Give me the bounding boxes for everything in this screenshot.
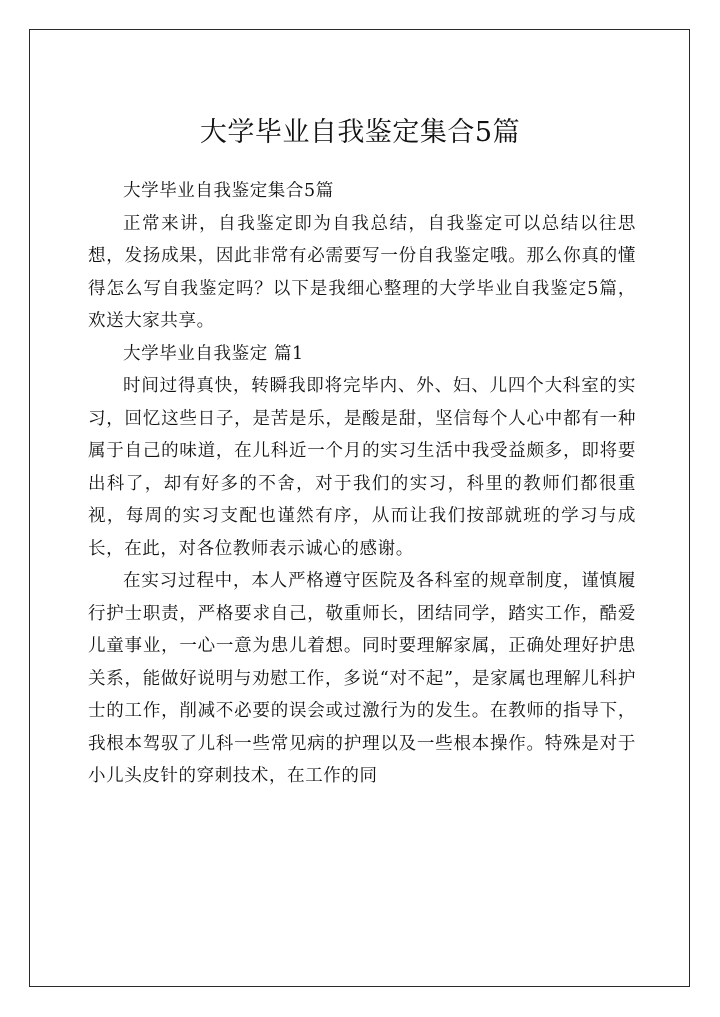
document-title: 大学毕业自我鉴定集合5篇: [199, 117, 521, 148]
paragraph-intro: 正常来讲，自我鉴定即为自我总结，自我鉴定可以总结以往思想，发扬成果，因此非常有必需要写一份自我鉴定哦。那么你真的懂得怎么写自我鉴定吗？以下是我细心整理的大学毕业自我鉴定5篇，欢送大家共享。: [88, 213, 636, 331]
paragraph-section-heading: 大学毕业自我鉴定 篇1: [123, 343, 304, 364]
document-body: [88, 175, 636, 793]
paragraph-body: 时间过得真快，转瞬我即将完毕内、外、妇、儿四个大科室的实习，回忆这些日子，是苦是乐，是酸是甜，坚信每个人心中都有一种属于自己的味道，在儿科近一个月的实习生活中我受益颇多，即将要出科了，却有好多的不舍，对于我们的实习，科里的教师们都很重视，每周的实习支配也谨然有序，从而让我们按部就班的学习与成长，在此，对各位教师表示诚心的感谢。: [88, 376, 636, 559]
paragraph-body: 在实习过程中，本人严格遵守医院及各科室的规章制度，谨慎履行护士职责，严格要求自己，敬重师长，团结同学，踏实工作，酷爱儿童事业，一心一意为患儿着想。同时要理解家属，正确处理好护患关系，能做好说明与劝慰工作，多说“对不起”，是家属也理解儿科护士的工作，削减不必要的误会或过激行为的发生。在教师的指导下，我根本驾驭了儿科一些常见病的护理以及一些根本操作。特殊是对于小儿头皮针的穿刺技术，在工作的同: [88, 571, 636, 786]
paragraph-subtitle: 大学毕业自我鉴定集合5篇: [123, 181, 334, 201]
